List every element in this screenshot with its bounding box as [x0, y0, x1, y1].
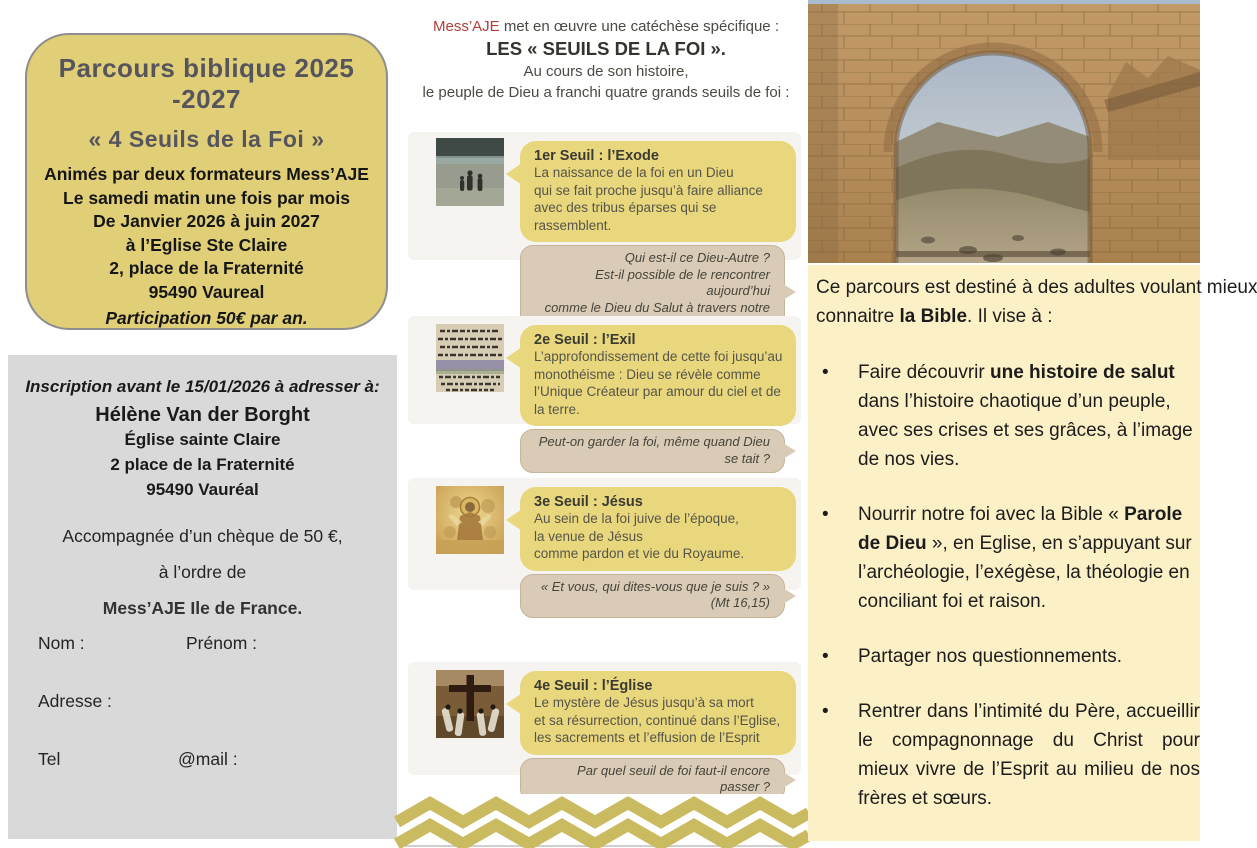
list-item: [816, 642, 1200, 671]
seuils-subtitle-2: le peuple de Dieu a franchi quatre grands seuils de foi :: [422, 84, 790, 101]
goal-text: Partager nos questionnements.: [858, 646, 1123, 667]
exodus-children-desert-photo: [436, 138, 504, 206]
goal-pre: Nourrir notre foi avec la Bible «: [858, 504, 1125, 525]
crucifixion-icon-photo: [436, 670, 504, 738]
goal-text: [858, 358, 1200, 474]
contact-address: [8, 427, 397, 502]
goal-text: [858, 500, 1200, 616]
program-details: [27, 163, 386, 304]
seuil-body-line: les sacrements et l’effusion de l’Esprit: [534, 730, 760, 745]
program-detail-line: Animés par deux formateurs Mess’AJE: [44, 164, 369, 184]
intro-pre: connaitre: [816, 306, 900, 327]
seuil-body-line: avec des tribus éparses qui se rassemblent.: [534, 200, 717, 233]
seuil-bubble: [520, 325, 796, 426]
seuil-title: 3e Seuil : Jésus: [534, 494, 643, 510]
seuil-title: 4e Seuil : l’Église: [534, 678, 653, 694]
seuil-body-line: la venue de Jésus: [534, 528, 643, 544]
registration-form-card: [8, 355, 397, 839]
seuil-body-line: L’approfondissement de cette foi jusqu’au: [534, 349, 783, 364]
messaje-brand: Mess’AJE: [432, 18, 500, 35]
program-detail-line: De Janvier 2026 à juin 2027: [93, 211, 320, 231]
stone-arch-desert-photo: [808, 0, 1200, 263]
hebrew-manuscript-photo: [436, 324, 504, 392]
field-label-tel: Tel: [38, 749, 61, 769]
seuil-bubble: [520, 671, 796, 755]
goal-post: dans l’histoire chaotique d’un peuple, avec ses crises et ses grâces, à l’image de nos vies.: [858, 391, 1193, 470]
seuil-body-line: l’Unique Créateur par amour du ciel et de la terre.: [534, 384, 781, 417]
question-line: Est-il possible de le rencontrer aujourd’hui: [595, 266, 770, 298]
catechesis-header: [408, 18, 804, 102]
question-line: Par quel seuil de foi faut-il encore passer ?: [577, 762, 770, 794]
goal-text: Rentrer dans l’intimité du Père, accueillir le compagnonnage du Christ pour mieux vivre de l’Esprit au milieu de nos frères et sœurs.: [858, 701, 1200, 809]
seuil-block-4: [408, 662, 801, 794]
course-intro-line-2: [816, 302, 1200, 331]
list-item: [816, 697, 1200, 813]
address-line: Église sainte Claire: [124, 430, 281, 449]
program-title: Parcours biblique 2025 -2027: [58, 53, 355, 114]
seuil-bubble: [520, 487, 796, 571]
bullet-icon: •: [822, 362, 829, 383]
field-label-nom: Nom :: [38, 633, 85, 653]
intro-post: . Il vise à :: [967, 306, 1053, 327]
question-line: comme le Dieu du Salut à travers notre: [544, 299, 770, 315]
seuil-bubble: [520, 141, 796, 242]
program-detail-line: 95490 Vaureal: [148, 281, 265, 302]
seuil-body-line: Au sein de la foi juive de l’époque,: [534, 511, 739, 526]
seuil-title: 2e Seuil : l’Exil: [534, 332, 636, 348]
seuil-block-2: [408, 316, 801, 466]
goal-post: », en Eglise, en s’appuyant sur l’archéologie, l’exégèse, la théologie en conciliant foi et raison.: [858, 533, 1192, 612]
seuils-main-title: LES « SEUILS DE LA FOI ».: [486, 38, 726, 59]
goal-bold: Parole de Dieu: [858, 504, 1183, 554]
seuil-block-1: [408, 132, 801, 315]
intro-bold: la Bible: [899, 306, 968, 327]
field-label-mail: @mail :: [178, 749, 238, 769]
seuil-body-line: comme pardon et vie du Royaume.: [534, 546, 745, 561]
bullet-icon: •: [822, 701, 829, 722]
course-goals-list: [816, 358, 1200, 813]
question-line: « Et vous, qui dites-vous que je suis ? » (Mt 16,15): [540, 578, 770, 610]
question-bubble: [520, 574, 785, 618]
course-description-panel: [808, 265, 1257, 841]
program-subtitle: « 4 Seuils de la Foi »: [88, 126, 325, 152]
catechesis-intro-line: [408, 18, 804, 35]
seuil-body-line: Le mystère de Jésus jusqu’à sa mort: [534, 695, 754, 710]
course-intro-line-1: Ce parcours est destiné à des adultes voulant mieux: [816, 277, 1257, 298]
seuil-body-line: qui se fait proche jusqu’à faire alliance: [534, 182, 763, 198]
list-item: [816, 358, 1200, 474]
bullet-icon: •: [822, 646, 829, 667]
address-line: 95490 Vauréal: [146, 480, 259, 499]
field-label-adresse: Adresse :: [38, 691, 112, 711]
program-detail-line: à l’Eglise Ste Claire: [125, 234, 288, 255]
program-detail-line: 2, place de la Fraternité: [109, 258, 304, 278]
seuils-subtitle-1: Au cours de son histoire,: [523, 63, 689, 80]
order-instruction: à l’ordre de: [158, 562, 247, 582]
christ-golden-icon-photo: [436, 486, 504, 554]
seuil-body-line: et sa résurrection, continué dans l’Eglise,: [534, 712, 781, 728]
seuil-body-line: La naissance de la foi en un Dieu: [534, 165, 734, 180]
question-bubble: [520, 429, 785, 473]
contact-name: Hélène Van der Borght: [95, 404, 310, 426]
gold-chevron-border: [405, 794, 801, 847]
order-payee-name: Mess’AJE Ile de France.: [102, 598, 303, 618]
list-item: [816, 500, 1200, 616]
catechesis-intro-rest: met en œuvre une catéchèse spécifique :: [499, 18, 779, 35]
program-detail-line: Le samedi matin une fois par mois: [63, 187, 350, 208]
question-line: Peut-on garder la foi, même quand Dieu se tait ?: [538, 434, 770, 466]
participation-fee: Participation 50€ par an.: [105, 308, 308, 328]
seuil-block-3: [408, 478, 801, 610]
cheque-instruction: Accompagnée d’un chèque de 50 €,: [62, 526, 343, 546]
question-line: Qui est-il ce Dieu-Autre ?: [624, 250, 770, 265]
bullet-icon: •: [822, 504, 829, 525]
goal-bold: une histoire de salut: [990, 362, 1175, 383]
registration-heading: Inscription avant le 15/01/2026 à adresser à:: [25, 377, 380, 396]
goal-pre: Faire découvrir: [858, 362, 990, 383]
address-line: 2 place de la Fraternité: [110, 455, 295, 474]
field-label-prenom: Prénom :: [186, 633, 257, 653]
seuil-body-line: monothéisme : Dieu se révèle comme: [534, 366, 761, 382]
program-info-card: [25, 33, 388, 330]
seuil-title: 1er Seuil : l’Exode: [534, 148, 659, 164]
